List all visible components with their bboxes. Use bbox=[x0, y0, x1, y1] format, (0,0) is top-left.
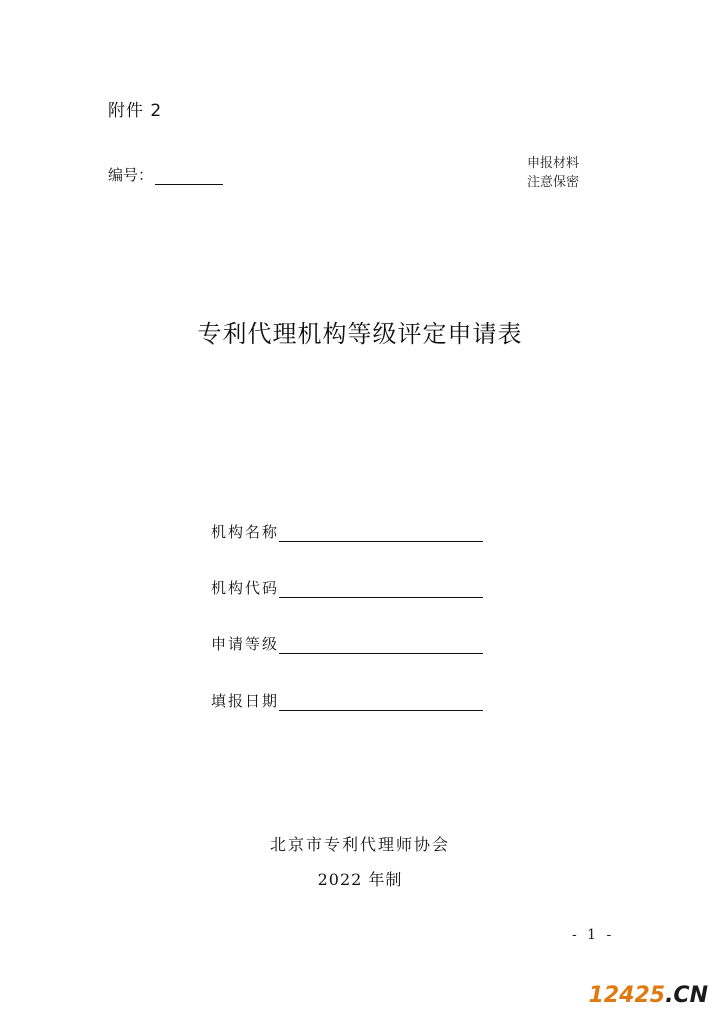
issuing-organization: 北京市专利代理师协会 bbox=[269, 835, 450, 854]
field-blank-line bbox=[279, 693, 483, 711]
watermark-number: 12425 bbox=[588, 983, 666, 1008]
field-fill-date bbox=[211, 690, 483, 711]
serial-number-blank bbox=[155, 166, 223, 185]
field-blank-line bbox=[279, 524, 483, 542]
field-label: 申请等级 bbox=[211, 635, 280, 653]
confidential-line-1: 申报材料 bbox=[527, 156, 580, 171]
confidential-notice bbox=[527, 154, 579, 192]
field-blank-line bbox=[279, 636, 483, 654]
serial-number-field bbox=[108, 164, 223, 185]
page-number: - 1 - bbox=[572, 927, 615, 943]
field-label: 填报日期 bbox=[211, 692, 280, 710]
field-org-name bbox=[211, 521, 483, 542]
watermark-suffix: .CN bbox=[665, 983, 708, 1008]
confidential-line-2: 注意保密 bbox=[527, 175, 580, 190]
field-label: 机构名称 bbox=[211, 523, 280, 541]
attachment-label: 附件 2 bbox=[108, 101, 163, 121]
page-title: 专利代理机构等级评定申请表 bbox=[197, 320, 523, 348]
field-blank-line bbox=[279, 580, 483, 598]
field-org-code bbox=[211, 577, 483, 598]
issue-year: 2022 年制 bbox=[317, 870, 403, 889]
field-label: 机构代码 bbox=[211, 579, 280, 597]
serial-number-label: 编号： bbox=[108, 166, 154, 184]
site-watermark-logo bbox=[589, 983, 708, 1008]
field-apply-level bbox=[211, 633, 483, 654]
